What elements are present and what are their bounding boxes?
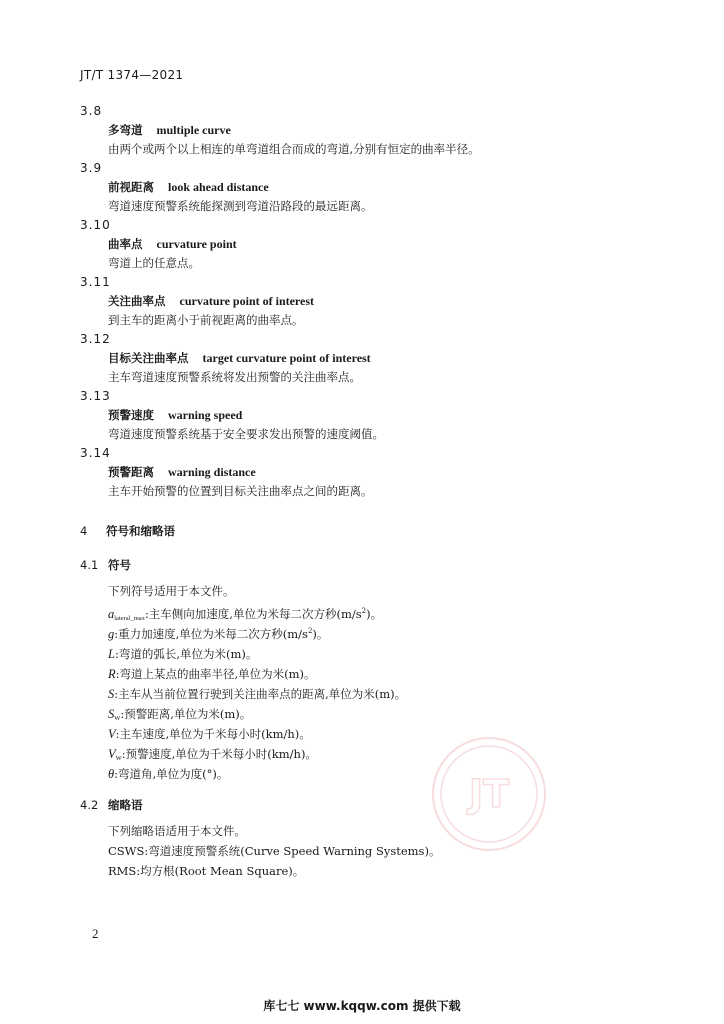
term-title-cn: 目标关注曲率点 (108, 351, 189, 365)
symbol-superscript: 2 (361, 607, 367, 615)
term-number: 3.9 (80, 161, 103, 175)
term-title-en: curvature point (156, 237, 237, 251)
term-3-8 (0, 102, 724, 159)
symbol-description: :弯道上某点的曲率半径,单位为米(m)。 (115, 667, 316, 681)
term-title-en: warning speed (168, 408, 243, 422)
standard-code-header: JT/T 1374—2021 (80, 68, 184, 82)
term-number: 3.8 (80, 104, 103, 118)
symbol: V (108, 727, 116, 741)
symbol: g (108, 627, 115, 641)
term-title (108, 292, 724, 311)
symbol: S (108, 687, 115, 701)
abbreviation-item: CSWS:弯道速度预警系统(Curve Speed Warning Systems)。 (108, 844, 441, 858)
jt-watermark-seal (430, 735, 548, 853)
download-footer: 库七七 www.kqqw.com 提供下载 (263, 999, 461, 1013)
term-3-14 (0, 444, 724, 501)
term-definition: 弯道速度预警系统能探测到弯道沿路段的最远距离。 (108, 199, 373, 213)
document-content (0, 102, 724, 881)
term-number: 3.12 (80, 332, 111, 346)
symbol: $a_{lateral\_max}$ (108, 607, 145, 622)
symbol-item (108, 641, 724, 661)
symbol-description: :弯道的弧长,单位为米(m)。 (114, 647, 258, 661)
symbol-description: :预警距离,单位为米(m)。 (120, 707, 252, 721)
term-title-en: target curvature point of interest (202, 351, 371, 365)
section-intro: 下列缩略语适用于本文件。 (108, 824, 246, 838)
section-intro: 下列符号适用于本文件。 (108, 584, 235, 598)
symbol-description: :重力加速度,单位为米每二次方秒(m/s (114, 627, 308, 641)
section-title: 符号 (108, 558, 131, 572)
term-title-en: warning distance (168, 465, 256, 479)
abbreviation-item: RMS:均方根(Root Mean Square)。 (108, 864, 305, 878)
term-title-cn: 预警距离 (108, 465, 154, 479)
symbol-item (108, 741, 724, 761)
term-number: 3.14 (80, 446, 111, 460)
term-title-en: look ahead distance (168, 180, 269, 194)
symbol-subscript: lateral_max (114, 615, 145, 622)
term-3-11 (0, 273, 724, 330)
chapter-number: 4 (80, 524, 88, 538)
term-number: 3.13 (80, 389, 111, 403)
symbol-description: :弯道角,单位为度(°)。 (114, 767, 229, 781)
symbol-description-tail: )。 (312, 627, 329, 641)
symbol-item (108, 661, 724, 681)
symbol: R (108, 667, 116, 681)
term-definition: 到主车的距离小于前视距离的曲率点。 (108, 313, 304, 327)
term-definition: 主车弯道速度预警系统将发出预警的关注曲率点。 (108, 370, 361, 384)
symbol-item (108, 721, 724, 741)
symbol-description: :主车从当前位置行驶到关注曲率点的距离,单位为米(m)。 (114, 687, 407, 701)
term-definition: 弯道上的任意点。 (108, 256, 200, 270)
term-title (108, 235, 724, 254)
symbol-superscript: 2 (307, 627, 313, 635)
term-definition: 主车开始预警的位置到目标关注曲率点之间的距离。 (108, 484, 373, 498)
symbol-item (108, 621, 724, 641)
term-title (108, 178, 724, 197)
term-title-cn: 预警速度 (108, 408, 154, 422)
symbol-description: :预警速度,单位为千米每小时(km/h)。 (121, 747, 317, 761)
symbol: θ (108, 767, 115, 781)
section-heading (80, 555, 724, 575)
section-title: 缩略语 (108, 798, 143, 812)
symbol-item (108, 601, 724, 621)
term-title (108, 463, 724, 482)
term-title-cn: 前视距离 (108, 180, 154, 194)
term-definition: 弯道速度预警系统基于安全要求发出预警的速度阈值。 (108, 427, 384, 441)
page-number: 2 (92, 926, 99, 941)
watermark-text: JT (468, 772, 510, 816)
term-number: 3.11 (80, 275, 111, 289)
term-number: 3.10 (80, 218, 111, 232)
symbol-description: :主车侧向加速度,单位为米每二次方秒(m/s (144, 607, 362, 621)
symbol-description: :主车速度,单位为千米每小时(km/h)。 (115, 727, 311, 741)
section-number: 4.2 (80, 798, 99, 812)
symbol-subscript: W (115, 755, 122, 762)
term-title-cn: 曲率点 (108, 237, 143, 251)
term-3-9 (0, 159, 724, 216)
section-number: 4.1 (80, 558, 99, 572)
chapter-heading (80, 521, 724, 541)
term-title-cn: 多弯道 (108, 123, 143, 137)
term-3-12 (0, 330, 724, 387)
term-title-en: multiple curve (156, 123, 231, 137)
chapter-title: 符号和缩略语 (106, 524, 175, 538)
term-title (108, 349, 724, 368)
term-3-13 (0, 387, 724, 444)
symbol-item (108, 681, 724, 701)
term-title (108, 121, 724, 140)
term-3-10 (0, 216, 724, 273)
symbol-item (108, 761, 724, 781)
term-title-en: curvature point of interest (179, 294, 315, 308)
symbol: L (108, 647, 115, 661)
term-title-cn: 关注曲率点 (108, 294, 166, 308)
symbol-description-tail: )。 (366, 607, 383, 621)
term-definition: 由两个或两个以上相连的单弯道组合而成的弯道,分别有恒定的曲率半径。 (108, 142, 480, 156)
term-title (108, 406, 724, 425)
symbol-subscript: W (114, 715, 121, 722)
symbol: $V_W$ (108, 747, 122, 762)
symbol: $S_W$ (108, 707, 121, 722)
symbol-item (108, 701, 724, 721)
symbol-list (0, 601, 724, 781)
section-heading (80, 795, 724, 815)
